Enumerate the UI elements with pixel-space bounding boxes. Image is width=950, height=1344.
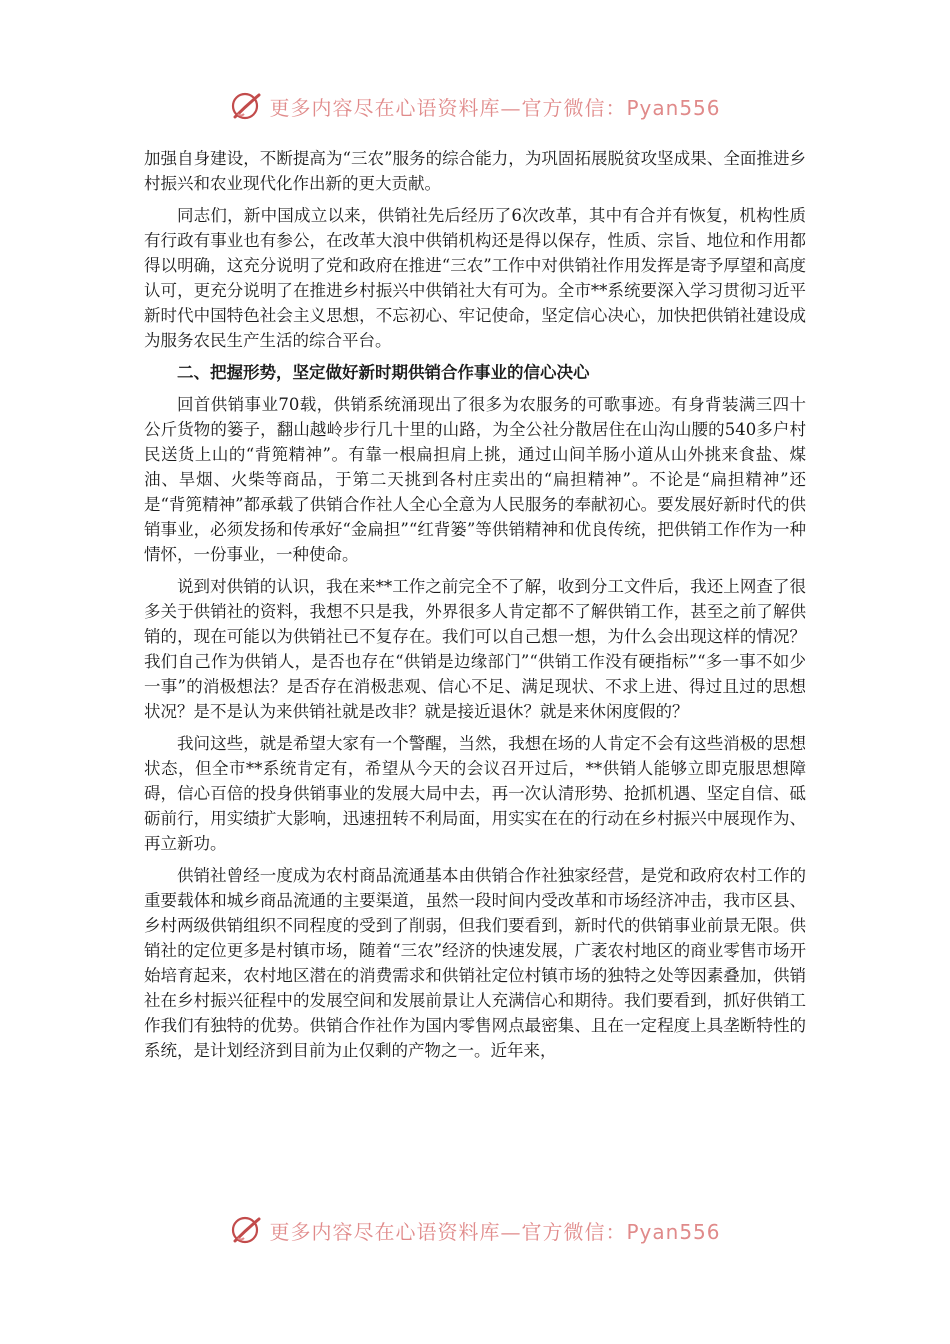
brush-logo-icon xyxy=(229,89,263,123)
section-heading: 二、把握形势，坚定做好新时期供销合作事业的信心决心 xyxy=(177,363,590,382)
watermark-text xyxy=(269,1216,720,1245)
watermark-wechat-id: Pyan556 xyxy=(626,1219,721,1244)
watermark-text xyxy=(269,92,720,121)
watermark-text-cn: 更多内容尽在心语资料库—官方微信： xyxy=(269,95,627,120)
paragraph: 回首供销事业70载，供销系统涌现出了很多为农服务的可歌事迹。有身背装满三四十公斤货物的篓子，翻山越岭步行几十里的山路，为全公社分散居住在山沟山腰的540多户村民送货上山的“背篼精神”。有靠一根扁担肩上挑，通过山间羊肠小道从山外挑来食盐、煤油、旱烟、火柴等商品，于第二天挑到各村庄卖出的“扁担精神”。不论是“扁担精神”还是“背篼精神”都承载了供销合作社人全心全意为人民服务的奉献初心。要发展好新时代的供销事业，必须发扬和传承好“金扁担”“红背篓”等供销精神和优良传统，把供销工作作为一种情怀，一份事业，一种使命。 xyxy=(144,395,806,564)
brush-logo-icon xyxy=(229,1213,263,1247)
paragraph: 供销社曾经一度成为农村商品流通基本由供销合作社独家经营，是党和政府农村工作的重要载体和城乡商品流通的主要渠道，虽然一段时间内受改革和市场经济冲击，我市区县、乡村两级供销组织不同程度的受到了削弱，但我们要看到，新时代的供销事业前景无限。供销社的定位更多是村镇市场，随着“三农”经济的快速发展，广袤农村地区的商业零售市场开始培育起来，农村地区潜在的消费需求和供销社定位村镇市场的独特之处等因素叠加，供销社在乡村振兴征程中的发展空间和发展前景让人充满信心和期待。我们要看到，抓好供销工作我们有独特的优势。供销合作社作为国内零售网点最密集、且在一定程度上具垄断特性的系统，是计划经济到目前为止仅剩的产物之一。近年来， xyxy=(144,866,806,1060)
watermark-footer xyxy=(0,1210,950,1250)
document-body xyxy=(144,146,806,1063)
watermark-text-cn: 更多内容尽在心语资料库—官方微信： xyxy=(269,1219,627,1244)
paragraph: 加强自身建设，不断提高为“三农”服务的综合能力，为巩固拓展脱贫攻坚成果、全面推进乡村振兴和农业现代化作出新的更大贡献。 xyxy=(144,149,806,193)
watermark-wechat-id: Pyan556 xyxy=(626,95,721,120)
paragraph: 我问这些，就是希望大家有一个警醒，当然，我想在场的人肯定不会有这些消极的思想状态，但全市**系统肯定有，希望从今天的会议召开过后，**供销人能够立即克服思想障碍，信心百倍的投身供销事业的发展大局中去，再一次认清形势、抢抓机遇、坚定自信、砥砺前行，用实绩扩大影响，迅速扭转不利局面，用实实在在的行动在乡村振兴中展现作为、再立新功。 xyxy=(144,734,806,853)
paragraph: 说到对供销的认识，我在来**工作之前完全不了解，收到分工文件后，我还上网查了很多关于供销社的资料，我想不只是我，外界很多人肯定都不了解供销工作，甚至之前了解供销的，现在可能以为供销社已不复存在。我们可以自己想一想，为什么会出现这样的情况？我们自己作为供销人，是否也存在“供销是边缘部门”“供销工作没有硬指标”“多一事不如少一事”的消极想法？是否存在消极悲观、信心不足、满足现状、不求上进、得过且过的思想状况？是不是认为来供销社就是改非？就是接近退休？就是来休闲度假的？ xyxy=(144,577,806,721)
paragraph: 同志们，新中国成立以来，供销社先后经历了6次改革，其中有合并有恢复，机构性质有行政有事业也有参公，在改革大浪中供销机构还是得以保存，性质、宗旨、地位和作用都得以明确，这充分说明了党和政府在推进“三农”工作中对供销社作用发挥是寄予厚望和高度认可，更充分说明了在推进乡村振兴中供销社大有可为。全市**系统要深入学习贯彻习近平新时代中国特色社会主义思想，不忘初心、牢记使命，坚定信心决心，加快把供销社建设成为服务农民生产生活的综合平台。 xyxy=(144,206,806,350)
watermark-header xyxy=(0,86,950,126)
